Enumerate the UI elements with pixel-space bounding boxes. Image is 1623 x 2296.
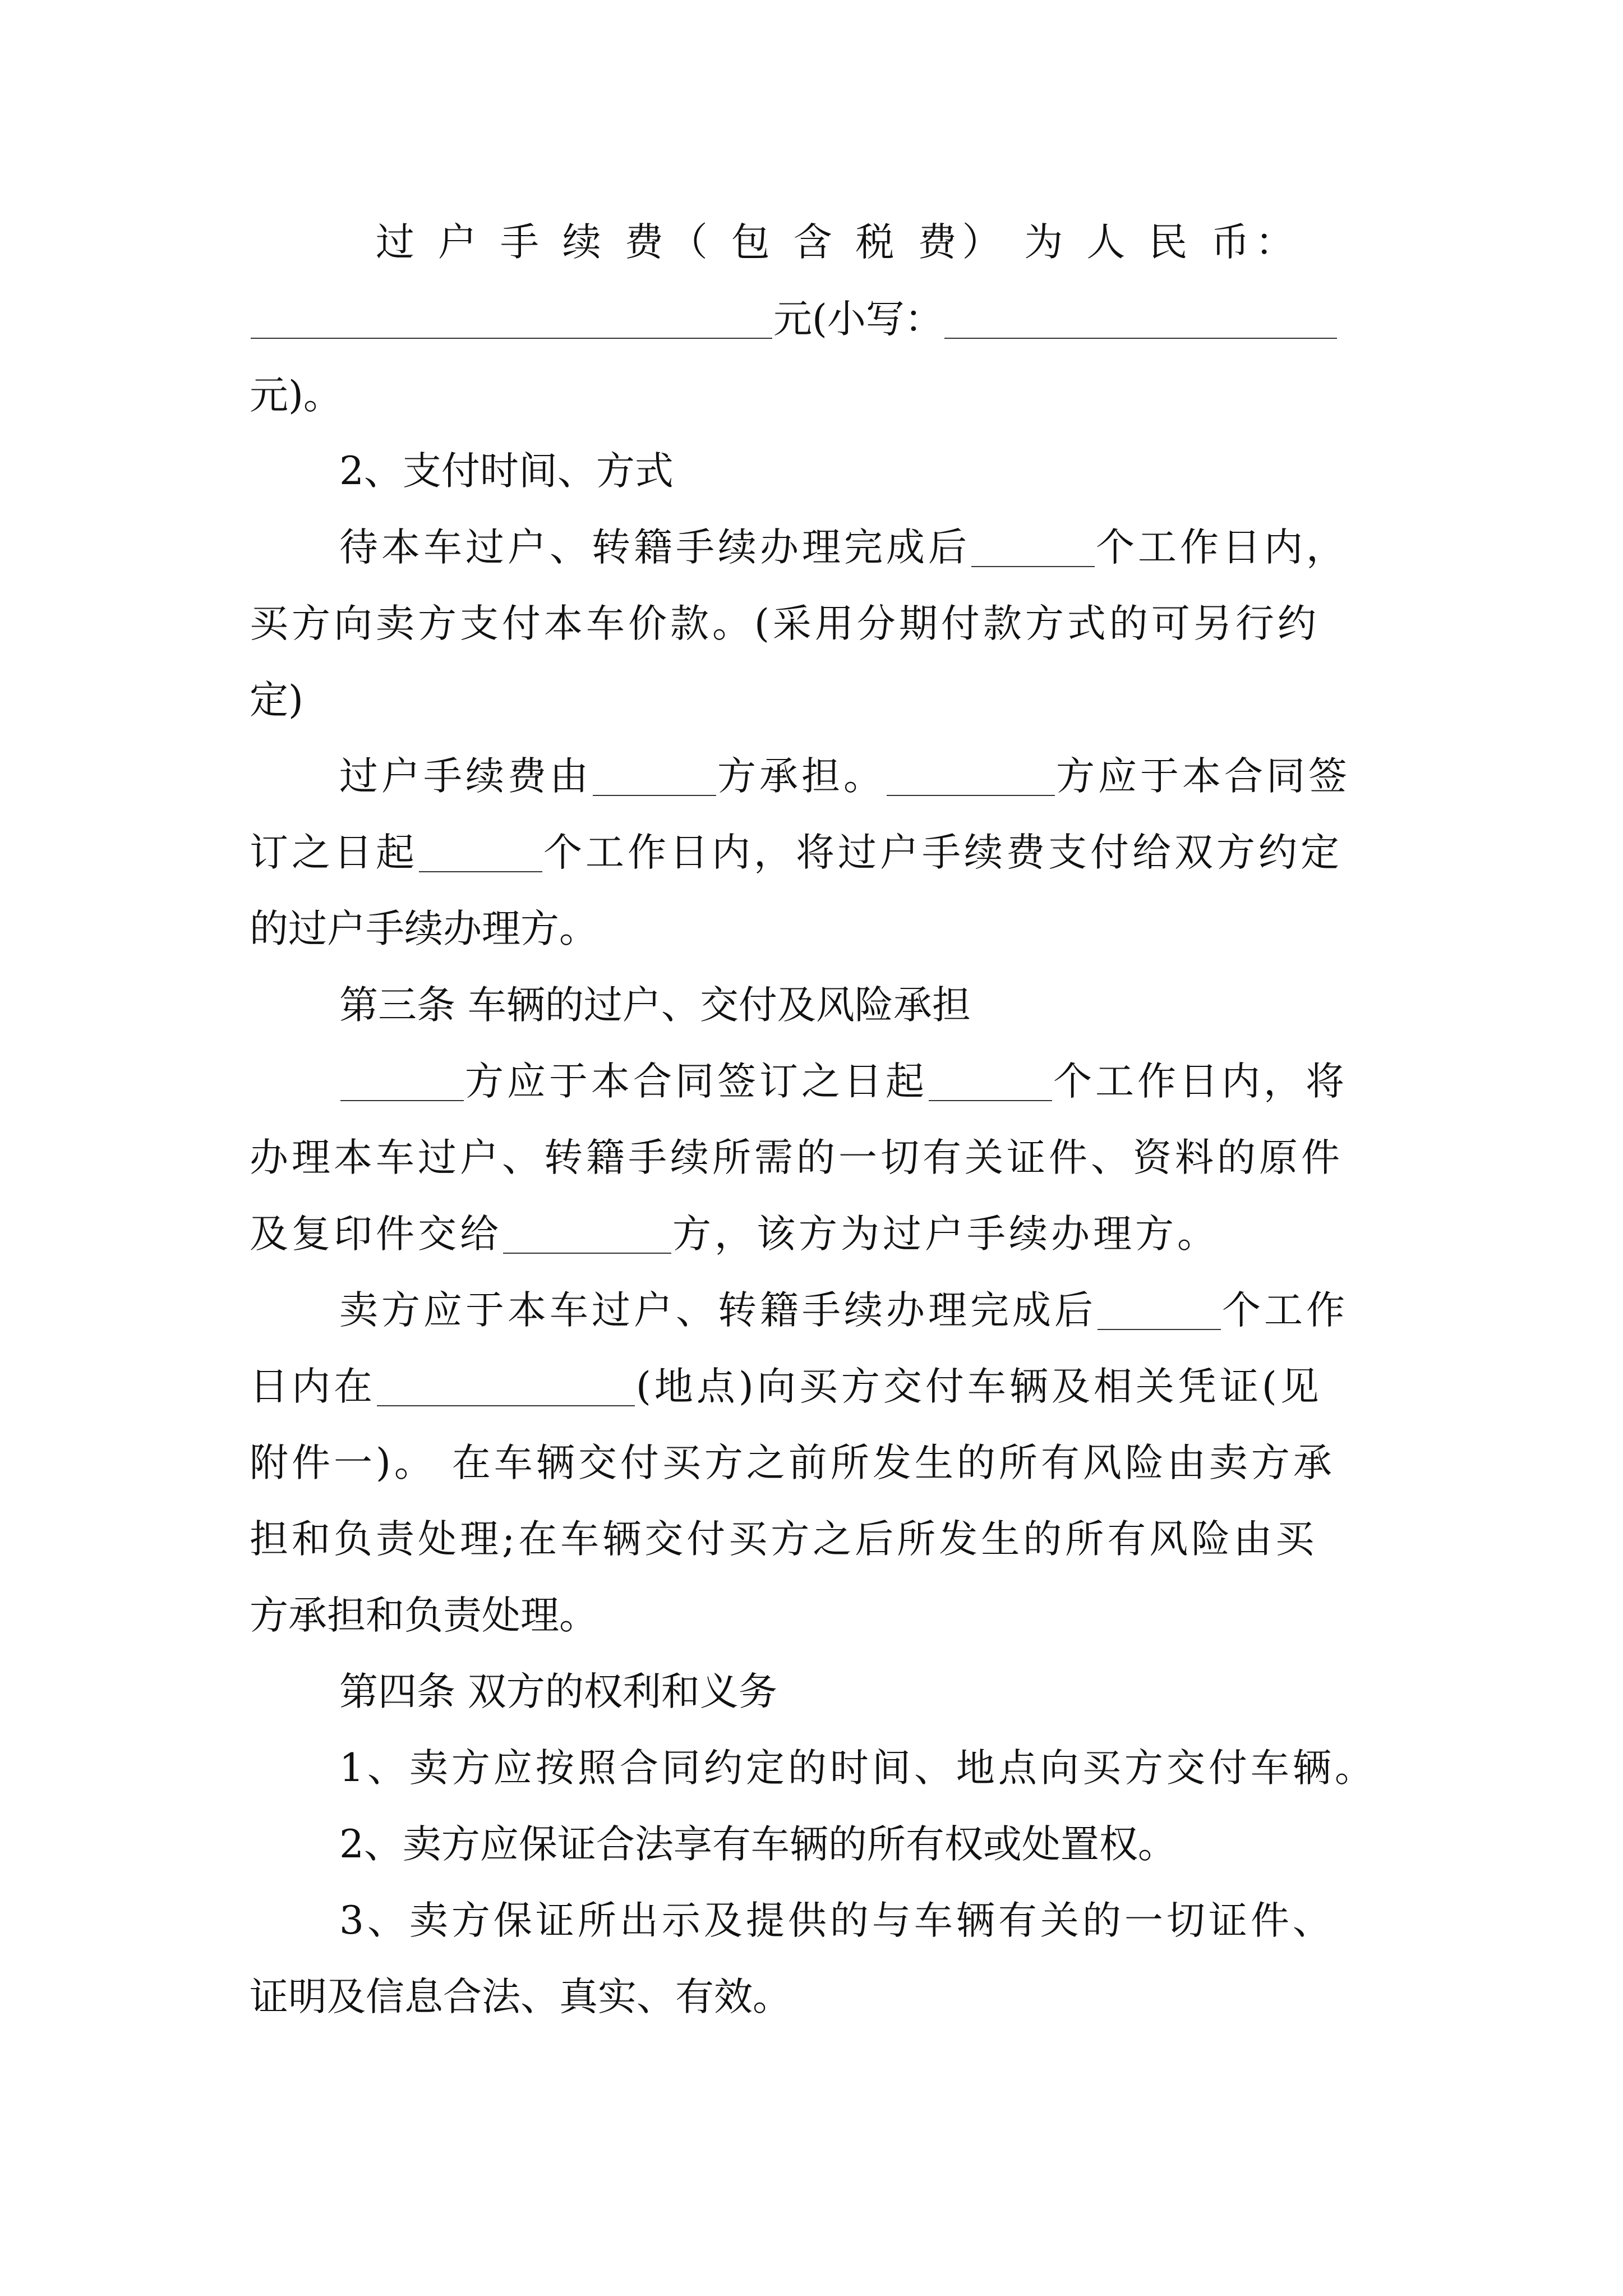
text-line: 日内在 (地点)向买方交付车辆及相关凭证(见 [250, 1364, 1322, 1409]
text-line: 方承担和负责处理。 [250, 1593, 598, 1638]
section-heading: 2、支付时间、方式 [339, 449, 674, 494]
party-blank [340, 1065, 464, 1101]
text-line: 及复印件交给 方，该方为过户手续办理方。 [250, 1212, 1219, 1257]
text-line: 元)。 [250, 373, 342, 418]
text-line: 买方向卖方支付本车价款。(采用分期付款方式的可另行约 [250, 601, 1320, 646]
amount-lowercase-blank [944, 303, 1337, 339]
text-line: 定) [250, 678, 303, 723]
party-blank [503, 1218, 671, 1254]
text-line: 担和负责处理;在车辆交付买方之后所发生的所有风险由买 [250, 1517, 1318, 1562]
text-line: 的过户手续办理方。 [250, 907, 598, 951]
party-blank [887, 760, 1055, 796]
article-heading: 第三条 车辆的过户、交付及风险承担 [339, 983, 971, 1028]
workdays-blank [419, 836, 542, 872]
text-line: 方应于本合同签订之日起 个工作日内，将 [339, 1062, 1348, 1101]
text-line: 3、卖方保证所出示及提供的与车辆有关的一切证件、 [339, 1898, 1335, 1943]
article-heading: 第四条 双方的权利和义务 [339, 1669, 777, 1714]
text-line: 过户手续费由 方承担。 方应于本合同签 [339, 754, 1350, 799]
party-blank [593, 760, 716, 796]
text-line: 证明及信息合法、真实、有效。 [250, 1975, 791, 2019]
text-line: 办理本车过户、转籍手续所需的一切有关证件、资料的原件 [250, 1135, 1343, 1180]
text-line [376, 220, 1300, 265]
workdays-blank [971, 531, 1095, 567]
amount-uppercase-blank [251, 303, 772, 339]
text-line [250, 297, 1338, 342]
text-line: 卖方应于本车过户、转籍手续办理完成后 个工作 [339, 1288, 1348, 1333]
amount-lowercase-label: 元(小写： [773, 297, 943, 342]
text-line: 待本车过户、转籍手续办理完成后 个工作日内， [339, 525, 1348, 570]
workdays-blank [929, 1065, 1052, 1101]
text-line: 1、卖方应按照合同约定的时间、地点向买方交付车辆。 [339, 1746, 1377, 1791]
text-line: 订之日起 个工作日内，将过户手续费支付给双方约定 [250, 830, 1343, 875]
location-blank [377, 1370, 635, 1406]
text-line: 2、卖方应保证合法享有车辆的所有权或处置权。 [339, 1822, 1177, 1867]
text-line: 附件一)。 在车辆交付买方之前所发生的所有风险由卖方承 [250, 1441, 1335, 1485]
workdays-blank [1098, 1294, 1221, 1330]
transfer-fee-label: 过 户 手 续 费（ 包 含 税 费） 为 人 民 币： [376, 220, 1300, 265]
